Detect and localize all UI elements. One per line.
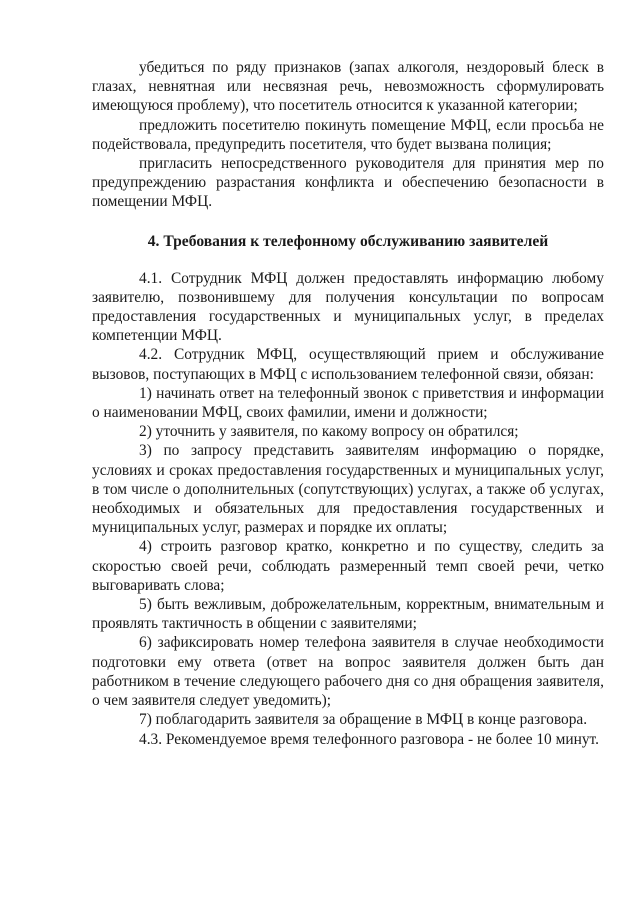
intro-paragraph-1: убедиться по ряду признаков (запах алкоголя, нездоровый блеск в глазах, невнятная или несвязная речь, невозможность сформулировать имеющуюся проблему), что посетитель относится к указанной категории; xyxy=(92,59,604,115)
intro-paragraph-3: пригласить непосредственного руководителя для принятия мер по предупреждению разрастания конфликта и обеспечению безопасности в помещении МФЦ. xyxy=(92,155,604,211)
clause-4-2: 4.2. Сотрудник МФЦ, осуществляющий прием и обслуживание вызовов, поступающих в МФЦ с использованием телефонной связи, обязан: xyxy=(92,346,604,383)
list-item-6: 6) зафиксировать номер телефона заявителя в случае необходимости подготовки ему ответа (ответ на вопрос заявителя должен быть дан работником в течение следующего рабочего дня со дня обращения заявителя, о чем заявителя следует уведомить); xyxy=(92,634,604,710)
list-item-2: 2) уточнить у заявителя, по какому вопросу он обратился; xyxy=(139,423,519,441)
list-item-7: 7) поблагодарить заявителя за обращение в МФЦ в конце разговора. xyxy=(139,711,588,729)
clause-4-3: 4.3. Рекомендуемое время телефонного разговора - не более 10 минут. xyxy=(139,730,599,748)
document-page xyxy=(92,58,604,749)
intro-paragraph-2: предложить посетителю покинуть помещение МФЦ, если просьба не подействовала, предупредить посетителя, что будет вызвана полиция; xyxy=(92,116,604,153)
clause-4-1: 4.1. Сотрудник МФЦ должен предоставлять информацию любому заявителю, позвонившему для получения консультации по вопросам предоставления государственных и муниципальных услуг, в пределах компетенции МФЦ. xyxy=(92,269,604,345)
list-item-5: 5) быть вежливым, доброжелательным, корректным, внимательным и проявлять тактичность в общении с заявителями; xyxy=(92,596,604,633)
list-item-4: 4) строить разговор кратко, конкретно и по существу, следить за скоростью своей речи, соблюдать размеренный темп своей речи, четко выговаривать слова; xyxy=(92,538,604,594)
list-item-1: 1) начинать ответ на телефонный звонок с приветствия и информации о наименовании МФЦ, своих фамилии, имени и должности; xyxy=(92,384,604,422)
list-item-3: 3) по запросу представить заявителям информацию о порядке, условиях и сроках предоставления государственных и муниципальных услуг, в том числе о дополнительных (сопутствующих) услугах, а также об услугах, необходимых и обязательных для предоставления государственных и муниципальных услуг, размерах и порядке их оплаты; xyxy=(92,442,604,537)
section-title: 4. Требования к телефонному обслуживанию заявителей xyxy=(147,232,549,250)
